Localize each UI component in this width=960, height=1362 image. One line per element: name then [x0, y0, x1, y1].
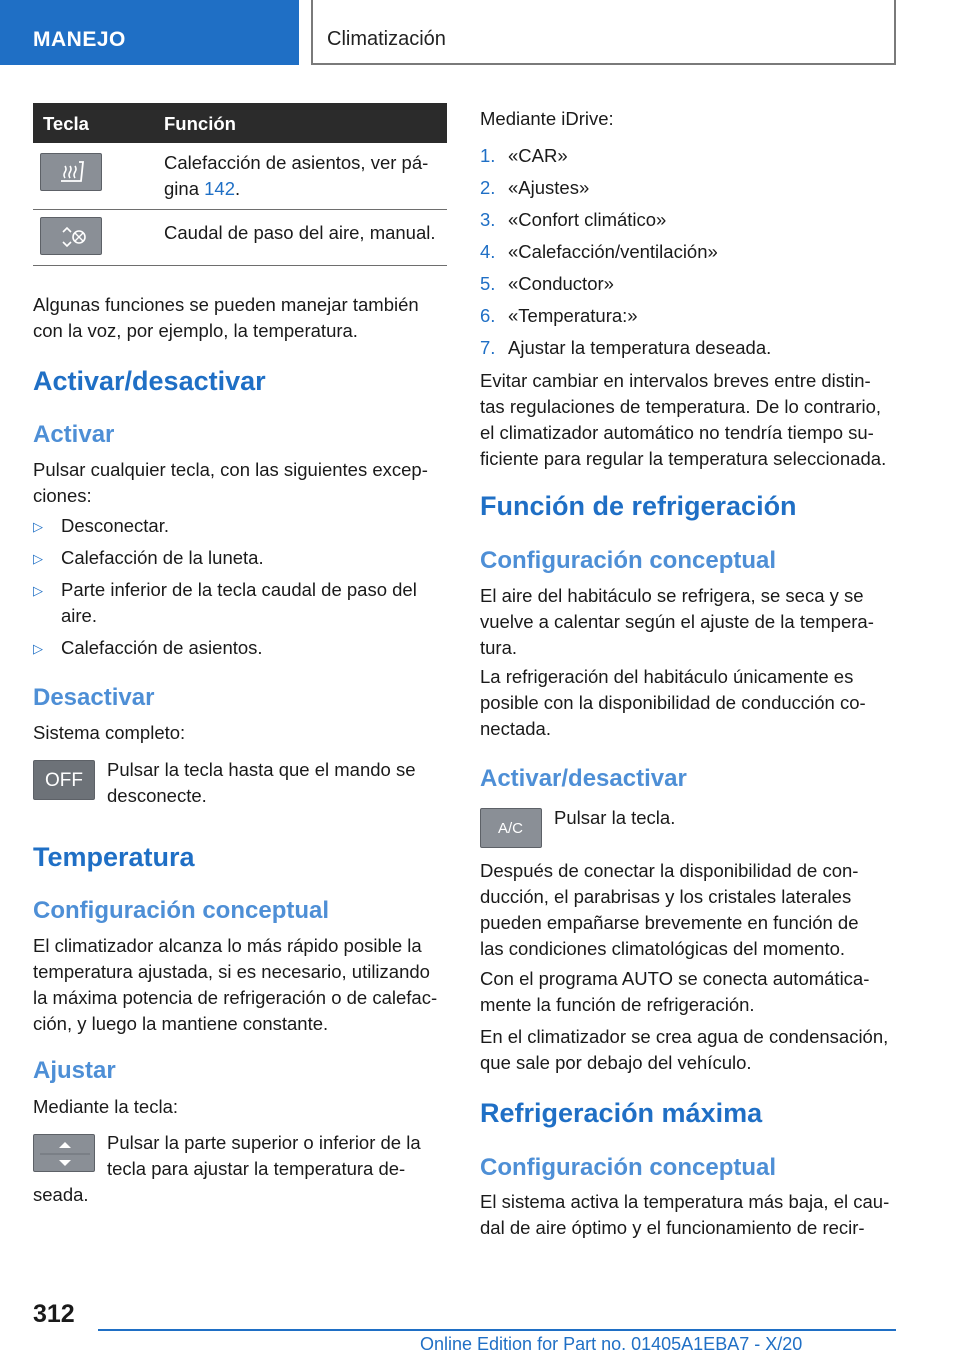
footer-rule — [98, 1329, 896, 1331]
table-row — [33, 150, 447, 208]
page-number: 312 — [33, 1300, 75, 1328]
ac-button-icon: A/C — [480, 808, 542, 848]
triangle-bullet-icon: ▷ — [33, 551, 43, 566]
air-flow-icon — [40, 217, 102, 255]
evitar-paragraph: Evitar cambiar en intervalos breves entre distin- tas regulaciones de temperatura. De lo contrario, el climatizador automático no tendría tiempo su- ficiente para regular la temperatura seleccionada. — [480, 370, 887, 469]
intro-paragraph: Algunas funciones se pueden manejar también con la voz, por ejemplo, la temperatura. — [33, 294, 419, 341]
heading-refrigeracion-maxima: Refrigeración máxima — [480, 1098, 763, 1128]
table-cell-function: Calefacción de asientos, ver pá- gina 142. — [164, 152, 429, 199]
despues-paragraph: Después de conectar la disponibilidad de con- ducción, el parabrisas y los cristales laterales pueden empañarse brevemente en función de las condiciones climatológicas del momento. — [480, 860, 859, 959]
temperatura-paragraph: El climatizador alcanza lo más rápido posible la temperatura ajustada, si es necesario, utilizando la máxima potencia de refrigeración o de calefac- ción, y luego la mantiene constante. — [33, 935, 438, 1034]
max-paragraph: El sistema activa la temperatura más baja, el cau- dal de aire óptimo y el funcionamiento de recir- — [480, 1191, 890, 1238]
refrigeracion-paragraph: El aire del habitáculo se refrigera, se seca y se vuelve a calentar según el ajuste de la tempera- tura. — [480, 585, 874, 658]
heading-activar: Activar — [33, 421, 115, 448]
table-divider — [33, 265, 447, 266]
auto-paragraph: Con el programa AUTO se conecta automática- mente la función de refrigeración. — [480, 968, 870, 1015]
triangle-bullet-icon: ▷ — [33, 641, 43, 656]
ajustar-end: seada. — [33, 1184, 89, 1205]
page-link[interactable]: 142 — [204, 178, 235, 199]
section-title: MANEJO — [33, 28, 126, 51]
heading-activar-desactivar: Activar/desactivar — [480, 765, 687, 792]
ajustar-button-paragraph: Pulsar la parte superior o inferior de la tecla para ajustar la temperatura de- — [107, 1132, 421, 1179]
triangle-bullet-icon: ▷ — [33, 519, 43, 534]
temperature-up-down-icon — [33, 1134, 95, 1172]
idrive-label: Mediante iDrive: — [480, 108, 614, 129]
table-header-function: Función — [164, 113, 236, 134]
heading-desactivar: Desactivar — [33, 684, 155, 711]
refrigeracion-paragraph: La refrigeración del habitáculo únicamente es posible con la disponibilidad de conducción co- nectada. — [480, 666, 866, 739]
chapter-title: Climatización — [327, 28, 446, 50]
heading-configuracion: Configuración conceptual — [33, 897, 330, 924]
off-button-icon: OFF — [33, 760, 95, 800]
heading-temperatura: Temperatura — [33, 842, 195, 872]
heading-refrigeracion: Función de refrigeración — [480, 491, 797, 521]
table-header — [33, 103, 447, 143]
edition-note: Online Edition for Part no. 01405A1EBA7 - X/20 — [420, 1334, 803, 1354]
triangle-bullet-icon: ▷ — [33, 583, 43, 598]
table-row — [33, 214, 447, 260]
chapter-tab — [311, 0, 896, 65]
table-header-key: Tecla — [43, 113, 89, 134]
off-paragraph: Pulsar la tecla hasta que el mando se desconecte. — [107, 759, 416, 806]
ac-paragraph: Pulsar la tecla. — [554, 807, 676, 828]
condensacion-paragraph: En el climatizador se crea agua de condensación, que sale por debajo del vehículo. — [480, 1026, 889, 1073]
section-tab — [0, 0, 299, 65]
ajustar-paragraph: Mediante la tecla: — [33, 1096, 179, 1117]
desactivar-paragraph: Sistema completo: — [33, 722, 186, 743]
table-cell-function: Caudal de paso del aire, manual. — [164, 222, 436, 243]
heading-configuracion: Configuración conceptual — [480, 1154, 777, 1181]
heading-activar-desactivar: Activar/desactivar — [33, 366, 266, 396]
seat-heating-icon — [40, 153, 102, 191]
activar-paragraph: Pulsar cualquier tecla, con las siguientes excep- ciones: — [33, 459, 428, 506]
heading-configuracion: Configuración conceptual — [480, 547, 777, 574]
table-divider — [33, 209, 447, 210]
heading-ajustar: Ajustar — [33, 1057, 116, 1084]
